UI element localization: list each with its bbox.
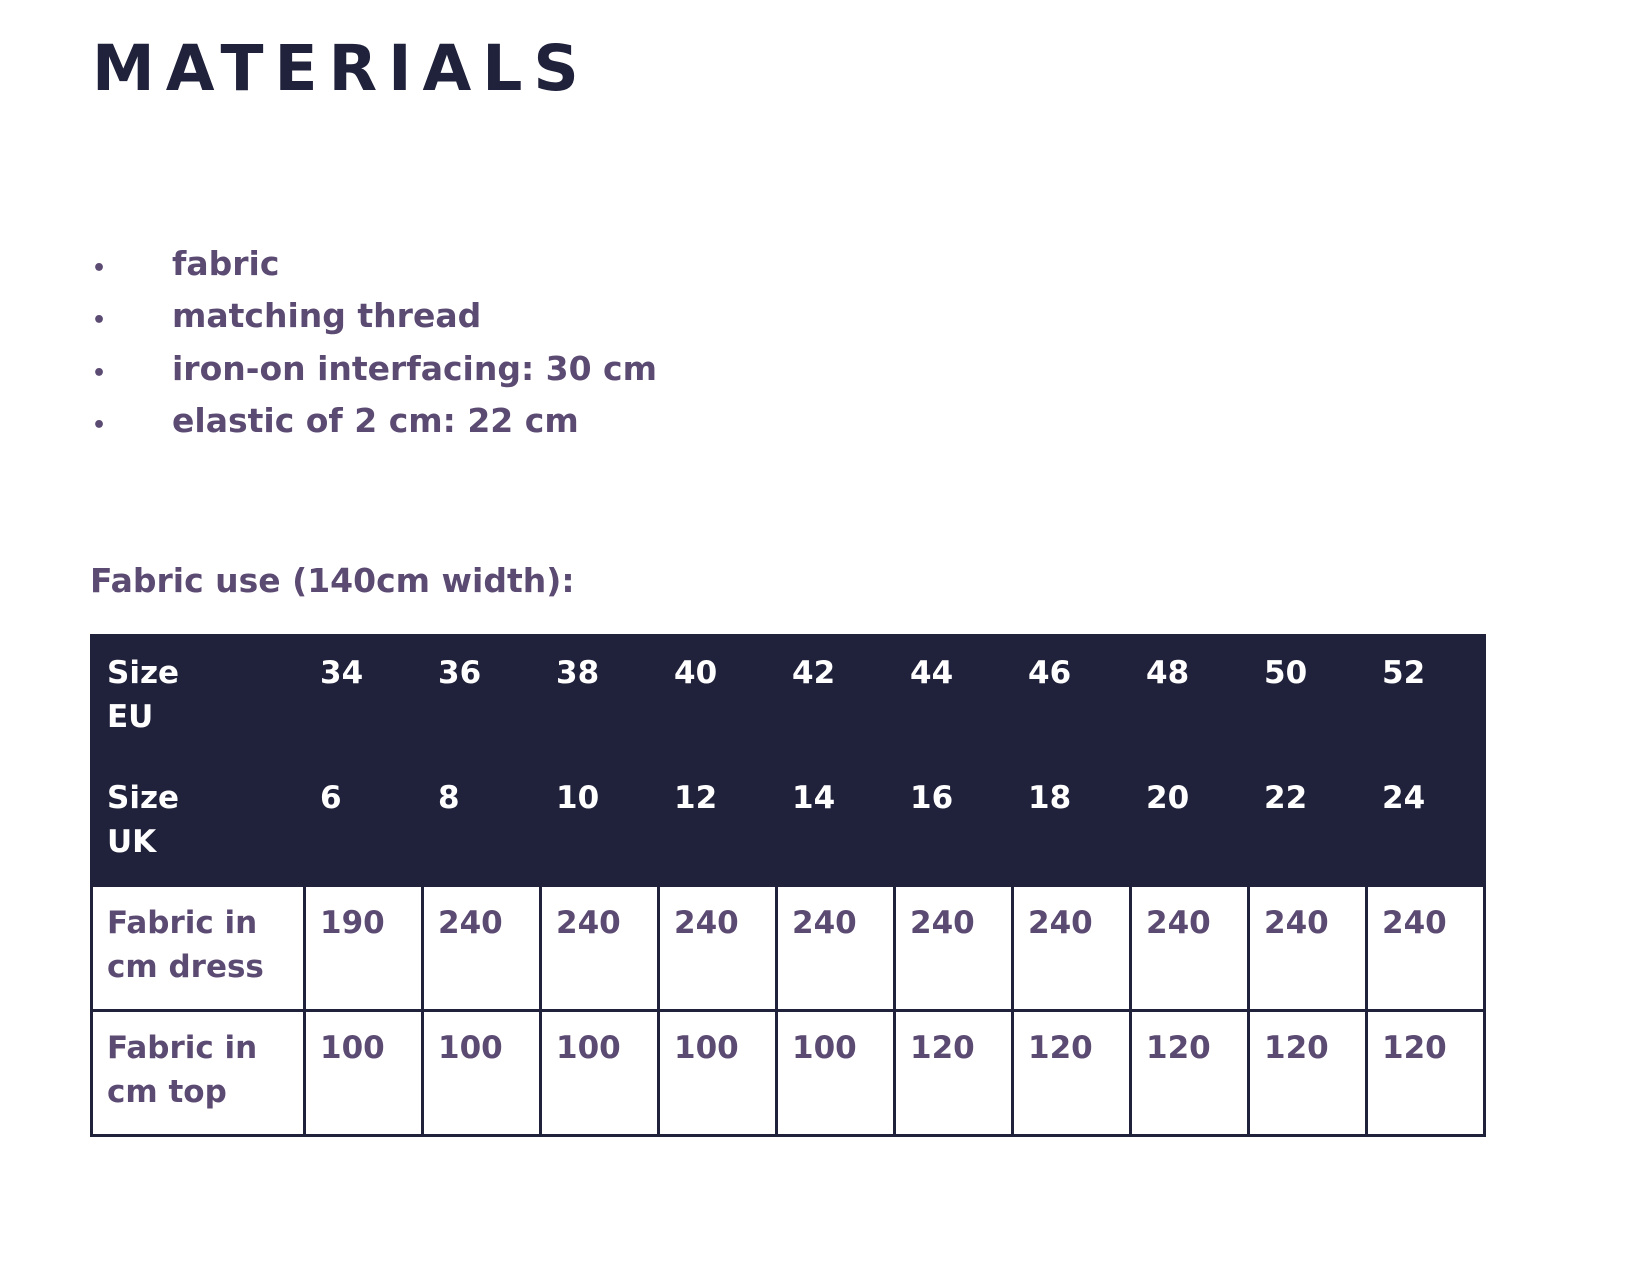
table-cell: 240 (541, 886, 659, 1011)
table-cell: 50 (1249, 636, 1367, 761)
table-cell: 46 (1013, 636, 1131, 761)
list-item-label: elastic of 2 cm: 22 cm (172, 401, 579, 441)
row-header-line-1: Size (107, 780, 180, 817)
table-cell: 24 (1367, 761, 1485, 886)
table-cell: 22 (1249, 761, 1367, 886)
table-cell: 120 (895, 1011, 1013, 1136)
table-cell: 120 (1249, 1011, 1367, 1136)
table-cell: 10 (541, 761, 659, 886)
table-cell: 48 (1131, 636, 1249, 761)
table-cell: 100 (305, 1011, 423, 1136)
table-cell: 52 (1367, 636, 1485, 761)
table-cell: 100 (423, 1011, 541, 1136)
table-cell: 40 (659, 636, 777, 761)
bullet-icon: • (92, 256, 107, 281)
table-cell: 240 (1367, 886, 1485, 1011)
table-cell: 120 (1013, 1011, 1131, 1136)
table-row (92, 761, 1485, 886)
bullet-icon: • (92, 413, 107, 439)
table-cell: 240 (659, 886, 777, 1011)
list-item (92, 395, 657, 447)
fabric-use-table (90, 634, 1486, 1137)
row-header-line-2: EU (107, 699, 154, 736)
bullet-icon: • (92, 308, 107, 334)
row-header-cell (92, 1011, 305, 1136)
table-row (92, 1011, 1485, 1136)
list-item (92, 290, 657, 342)
list-item (92, 238, 657, 290)
list-item-label: fabric (172, 244, 280, 283)
fabric-use-label: Fabric use (140cm width): (90, 561, 575, 600)
row-header-cell (92, 886, 305, 1011)
table-cell: 120 (1367, 1011, 1485, 1136)
table-cell: 6 (305, 761, 423, 886)
table-cell: 12 (659, 761, 777, 886)
row-header-cell (92, 761, 305, 886)
table-cell: 240 (1131, 886, 1249, 1011)
table-row (92, 636, 1485, 761)
table-row (92, 886, 1485, 1011)
table-cell: 36 (423, 636, 541, 761)
row-header-line-1: Fabric in (107, 1030, 258, 1067)
table-cell: 20 (1131, 761, 1249, 886)
row-header-line-2: cm dress (107, 949, 264, 986)
row-header-line-1: Size (107, 655, 180, 691)
table-cell: 100 (777, 1011, 895, 1136)
table-cell: 240 (1013, 886, 1131, 1011)
list-item (92, 343, 657, 395)
materials-list (92, 238, 657, 448)
table-cell: 14 (777, 761, 895, 886)
row-header-cell (92, 636, 305, 761)
table-cell: 34 (305, 636, 423, 761)
table-cell: 240 (777, 886, 895, 1011)
table-cell: 240 (1249, 886, 1367, 1011)
list-item-label: iron-on interfacing: 30 cm (172, 348, 657, 388)
table-cell: 240 (423, 886, 541, 1011)
table-cell: 8 (423, 761, 541, 886)
table-cell: 16 (895, 761, 1013, 886)
table-cell: 100 (541, 1011, 659, 1136)
table-cell: 240 (895, 886, 1013, 1011)
row-header-line-1: Fabric in (107, 905, 258, 942)
table-cell: 42 (777, 636, 895, 761)
table-cell: 38 (541, 636, 659, 761)
row-header-line-2: UK (107, 824, 157, 861)
table-cell: 190 (305, 886, 423, 1011)
table-cell: 120 (1131, 1011, 1249, 1136)
table-cell: 18 (1013, 761, 1131, 886)
table-cell: 100 (659, 1011, 777, 1136)
list-item-label: matching thread (172, 296, 482, 336)
bullet-icon: • (92, 360, 107, 386)
page-title: MATERIALS (92, 32, 590, 105)
table-cell: 44 (895, 636, 1013, 761)
row-header-line-2: cm top (107, 1074, 227, 1111)
